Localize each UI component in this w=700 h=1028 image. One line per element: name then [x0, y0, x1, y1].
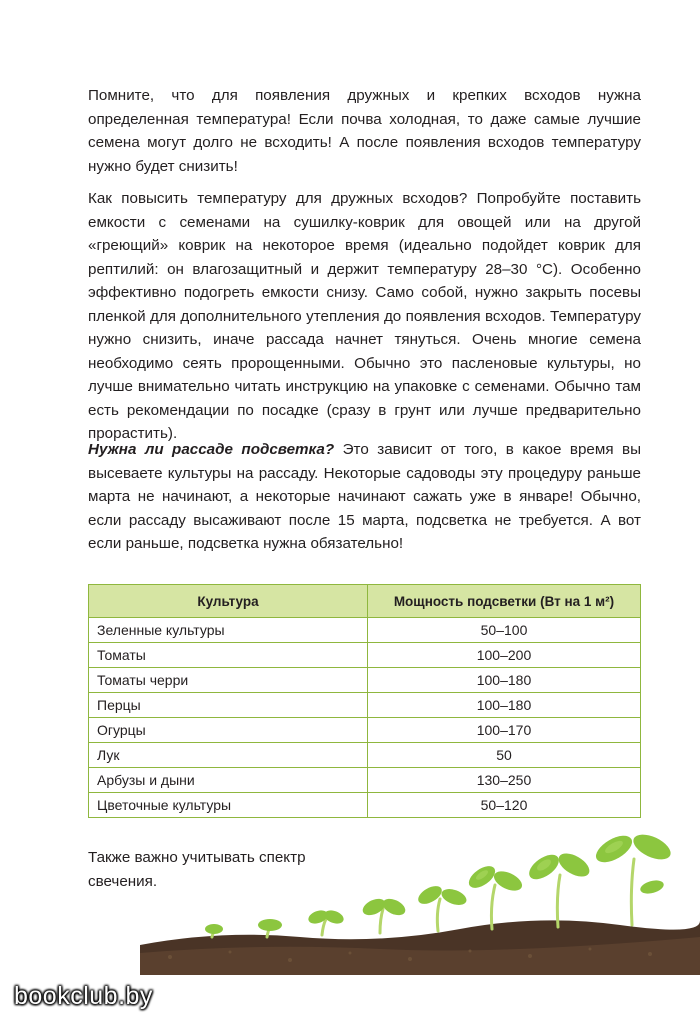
table-row	[89, 743, 641, 768]
table-row	[89, 693, 641, 718]
power-cell: 130–250	[368, 768, 641, 793]
paragraph-heating-tips: Как повысить температуру для дружных всходов? Попробуйте поставить емкости с семенами на сушилку-коврик для овощей или на другой «греющий» коврик на некоторое время (идеально подойдет коврик для рептилий: он влагозащитный и держит температуру 28–30 °С). Особенно эффективно подогреть емкости снизу. Само собой, нужно закрыть посевы пленкой для дополнительного утепления до появления всходов. Температуру нужно снизить, иначе рассада начнет тянуться. Очень многие семена необходимо сеять пророщенными. Обычно это пасленовые культуры, но лучше внимательно читать инструкцию на упаковке с семенами. Обычно там есть рекомендации по посадке (сразу в грунт или лучше предварительно прорастить).	[88, 190, 641, 442]
table-row	[89, 793, 641, 818]
power-cell: 50–120	[368, 793, 641, 818]
lighting-question: Нужна ли рассаде подсветка?	[88, 441, 335, 458]
crop-cell: Огурцы	[89, 718, 368, 743]
power-cell: 50–100	[368, 618, 641, 643]
crop-cell: Томаты	[89, 643, 368, 668]
paragraph-lighting	[88, 438, 641, 556]
table-row	[89, 668, 641, 693]
crop-cell: Зеленные культуры	[89, 618, 368, 643]
power-cell: 50	[368, 743, 641, 768]
table-row	[89, 768, 641, 793]
seedlings-growth-illustration	[140, 825, 700, 975]
power-cell: 100–200	[368, 643, 641, 668]
crop-cell: Арбузы и дыни	[89, 768, 368, 793]
crop-cell: Перцы	[89, 693, 368, 718]
column-header-power: Мощность подсветки (Вт на 1 м²)	[368, 585, 641, 618]
power-cell: 100–170	[368, 718, 641, 743]
spectrum-caption: Также важно учитывать спектр свечения.	[88, 849, 306, 890]
table-row	[89, 643, 641, 668]
lighting-answer: Это зависит от того, в какое время вы высеваете культуры на рассаду. Некоторые садоводы эту процедуру раньше марта не начинают, а некоторые начинают сажать уже в январе! Обычно, если рассаду высаживают после 15 марта, подсветка не требуется. А вот если раньше, подсветка нужна обязательно!	[88, 441, 641, 552]
crop-cell: Лук	[89, 743, 368, 768]
power-cell: 100–180	[368, 668, 641, 693]
crop-cell: Томаты черри	[89, 668, 368, 693]
table-row	[89, 718, 641, 743]
table-header-row	[89, 585, 641, 618]
watermark: bookclub.by	[14, 982, 153, 1010]
lighting-power-table	[88, 584, 641, 818]
power-cell: 100–180	[368, 693, 641, 718]
column-header-crop: Культура	[89, 585, 368, 618]
table-row	[89, 618, 641, 643]
paragraph-temperature: Помните, что для появления дружных и крепких всходов нужна определенная температура! Если почва холодная, то даже самые лучшие семена могут долго не всходить! А после появления всходов температуру нужно будет снизить!	[88, 87, 641, 175]
crop-cell: Цветочные культуры	[89, 793, 368, 818]
